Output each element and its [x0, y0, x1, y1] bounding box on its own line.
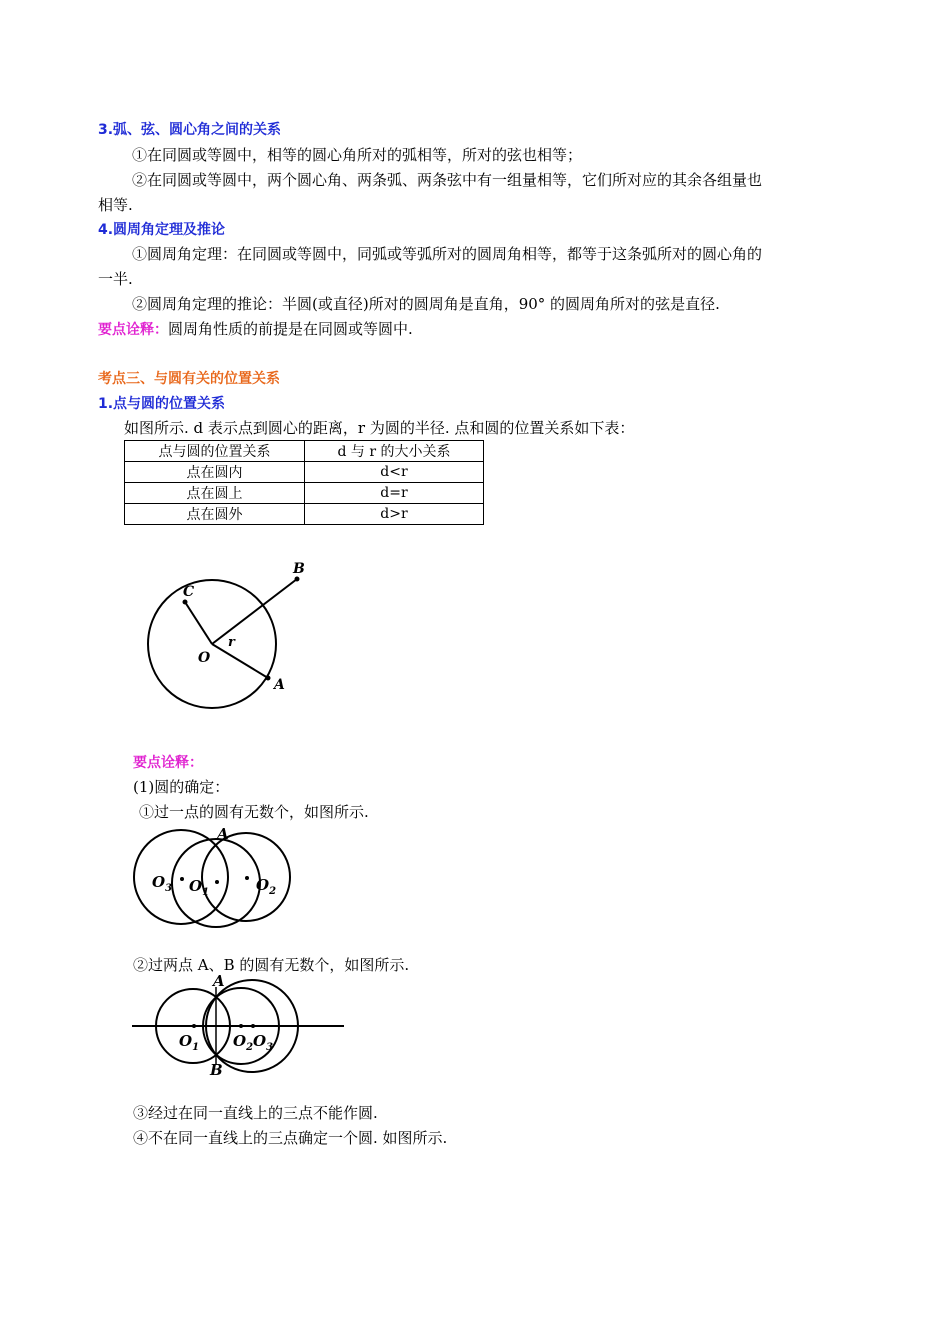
- fig2-point-o2: [245, 876, 249, 880]
- kaodian3-note-label: 要点诠释：: [133, 755, 203, 771]
- kaodian3-note-4: ③经过在同一直线上的三点不能作圆.: [133, 1104, 378, 1122]
- fig1-point-c: [183, 600, 188, 605]
- fig2-label-o1-main: O: [189, 877, 203, 895]
- section4-paragraph-2: ②圆周角定理的推论：半圆(或直径)所对的圆周角是直角，90° 的圆周角所对的弦是直径.: [132, 295, 720, 313]
- table-cell: 点在圆外: [125, 504, 305, 525]
- section4-note: [98, 318, 413, 341]
- fig2-point-o1: [215, 880, 219, 884]
- fig1-segment-ob: [212, 579, 297, 644]
- section4-heading: 4.圆周角定理及推论: [98, 222, 226, 238]
- fig2-label-o3-sub: 3: [165, 883, 173, 894]
- kaodian3-intro: 如图所示. d 表示点到圆心的距离，r 为圆的半径. 点和圆的位置关系如下表：: [124, 419, 635, 437]
- section4-paragraph-1b: 一半.: [98, 270, 133, 288]
- fig3-label-a: A: [213, 972, 225, 990]
- fig3-label-o2: [233, 1032, 253, 1053]
- fig2-label-a: A: [217, 825, 229, 843]
- fig3-label-o1: [179, 1032, 199, 1053]
- point-circle-figure: [140, 560, 320, 740]
- fig1-segment-oc: [185, 602, 212, 644]
- table-cell: d>r: [305, 504, 484, 525]
- fig2-label-o2: [256, 876, 276, 897]
- fig1-label-c: C: [183, 584, 195, 600]
- fig1-label-r: r: [228, 635, 235, 650]
- fig2-label-o3-main: O: [152, 873, 166, 891]
- table-header-cell: d 与 r 的大小关系: [305, 441, 484, 462]
- kaodian3-note-2: ①过一点的圆有无数个，如图所示.: [139, 803, 369, 821]
- kaodian3-sub1-heading: 1.点与圆的位置关系: [98, 396, 226, 412]
- fig3-label-o3: [253, 1032, 273, 1053]
- fig1-point-b: [295, 577, 300, 582]
- kaodian3-note-3: ②过两点 A、B 的圆有无数个，如图所示.: [133, 956, 410, 974]
- table-cell: 点在圆上: [125, 483, 305, 504]
- fig2-label-o1-sub: 1: [202, 887, 210, 898]
- fig1-label-a: A: [274, 677, 285, 693]
- fig3-label-o2-main: O: [233, 1032, 247, 1050]
- fig1-label-o: O: [198, 650, 211, 666]
- section4-note-text: 圆周角性质的前提是在同圆或等圆中.: [168, 320, 413, 338]
- table-cell: d<r: [305, 462, 484, 483]
- fig3-label-o1-main: O: [179, 1032, 193, 1050]
- table-row: [125, 462, 484, 483]
- kaodian3-note-1: (1)圆的确定：: [133, 778, 230, 796]
- table-cell: 点在圆内: [125, 462, 305, 483]
- table-header-row: [125, 441, 484, 462]
- fig3-label-o3-sub: 3: [266, 1042, 274, 1053]
- fig1-point-a: [266, 676, 271, 681]
- fig1-segment-oa: [212, 644, 268, 678]
- fig2-label-o1: [189, 877, 209, 898]
- kaodian3-note-5: ④不在同一直线上的三点确定一个圆. 如图所示.: [133, 1129, 448, 1147]
- fig2-point-o3: [180, 877, 184, 881]
- section3-paragraph-2a: ②在同圆或等圆中，两个圆心角、两条弧、两条弦中有一组量相等，它们所对应的其余各组量也: [132, 171, 763, 189]
- table-cell: d=r: [305, 483, 484, 504]
- fig2-label-o2-sub: 2: [269, 886, 277, 897]
- section3-heading: 3.弧、弦、圆心角之间的关系: [98, 122, 282, 138]
- section4-note-label: 要点诠释：: [98, 322, 168, 338]
- two-point-circles-figure: [130, 970, 350, 1080]
- table-row: [125, 504, 484, 525]
- section3-paragraph-1: ①在同圆或等圆中，相等的圆心角所对的弧相等，所对的弦也相等；: [132, 146, 583, 164]
- fig1-label-b: B: [293, 561, 305, 577]
- table-header-cell: 点与圆的位置关系: [125, 441, 305, 462]
- fig3-point-o1: [192, 1024, 196, 1028]
- kaodian3-heading: 考点三、与圆有关的位置关系: [98, 371, 280, 387]
- fig3-point-o3: [251, 1024, 255, 1028]
- table-row: [125, 483, 484, 504]
- fig3-point-o2: [239, 1024, 243, 1028]
- one-point-circles-figure: [130, 822, 300, 932]
- fig2-label-o2-main: O: [256, 876, 270, 894]
- fig3-label-o3-main: O: [253, 1032, 267, 1050]
- fig2-label-o3: [152, 873, 172, 894]
- section3-paragraph-2b: 相等.: [98, 196, 133, 214]
- fig3-label-b: B: [210, 1061, 223, 1079]
- position-relation-table: [124, 440, 484, 525]
- fig3-label-o2-sub: 2: [246, 1042, 254, 1053]
- fig3-label-o1-sub: 1: [192, 1042, 200, 1053]
- section4-paragraph-1a: ①圆周角定理：在同圆或等圆中，同弧或等弧所对的圆周角相等，都等于这条弧所对的圆心角的: [132, 245, 763, 263]
